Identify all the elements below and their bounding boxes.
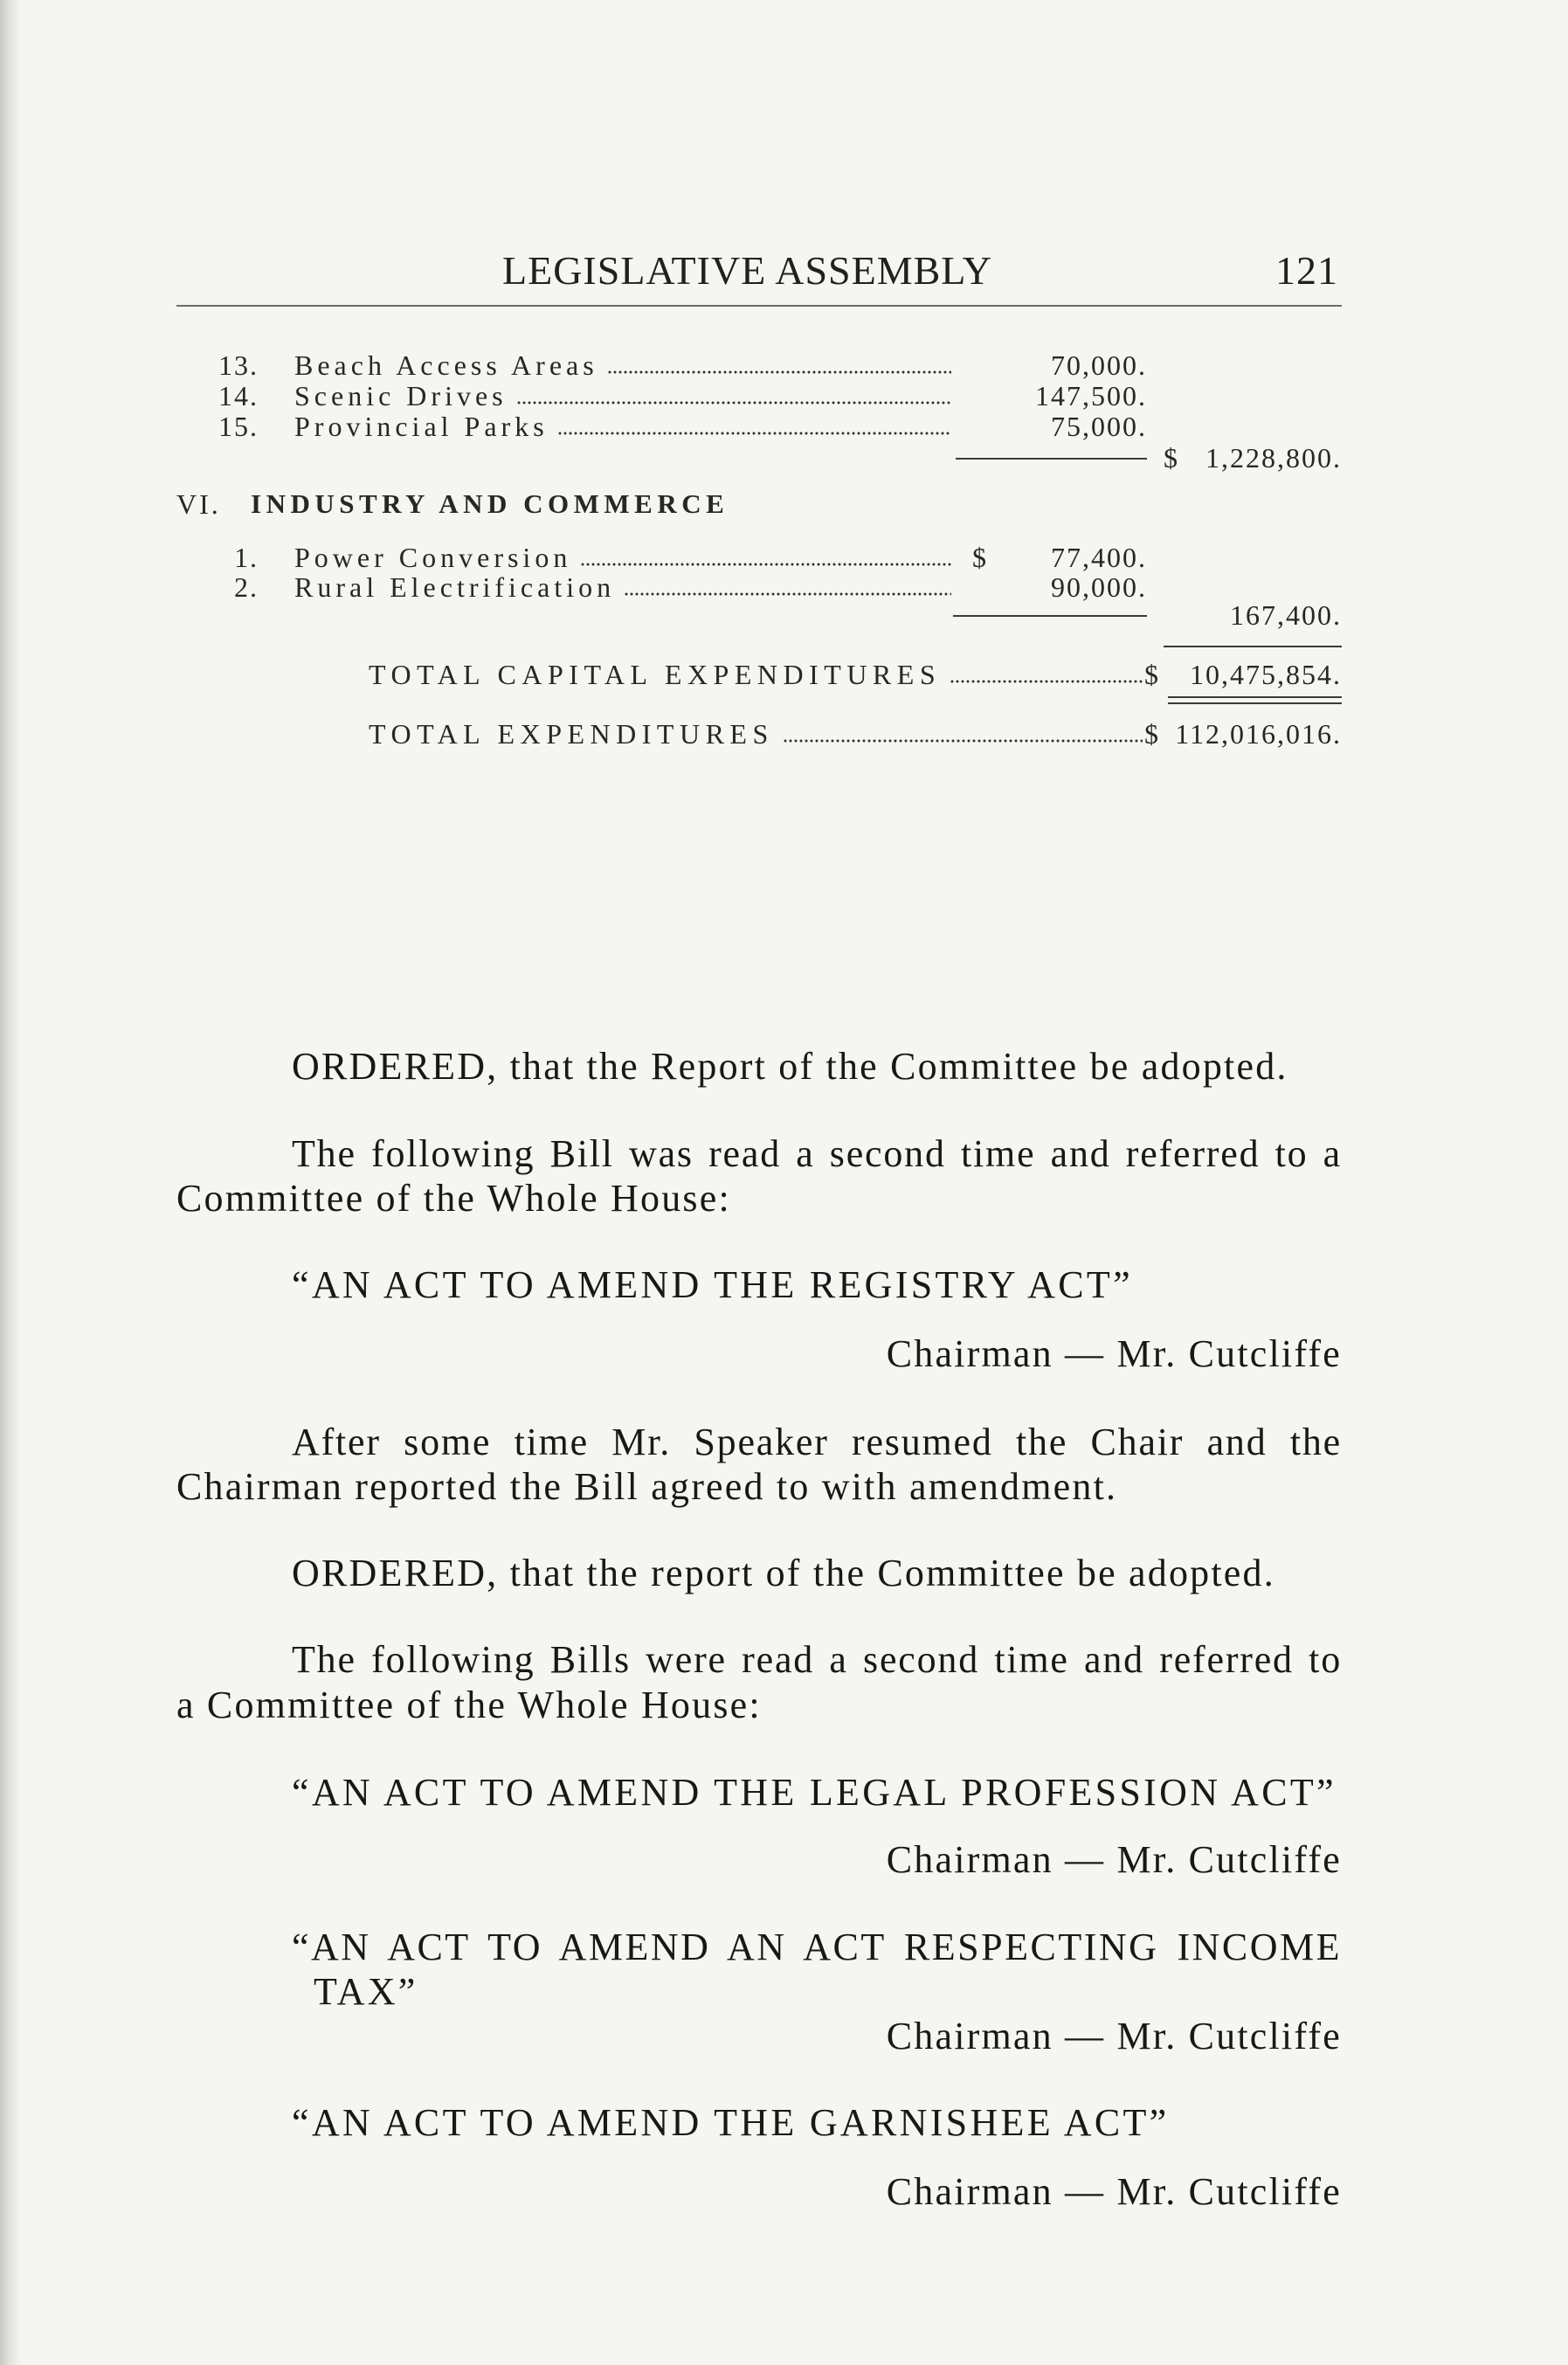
- section-subtotal-row: [0, 601, 1568, 629]
- bill-title: “AN ACT TO AMEND THE REGISTRY ACT”: [292, 1263, 1133, 1306]
- page-number: 121: [1275, 248, 1338, 293]
- dot-leader: [624, 591, 951, 597]
- paragraph-line: After some time Mr. Speaker resumed the Chair and the: [292, 1421, 1342, 1463]
- chairman-line: Chairman — Mr. Cutcliffe: [886, 2015, 1342, 2057]
- total-row: [0, 720, 1568, 748]
- section-subtotal-amount: 1,228,800.: [1205, 442, 1342, 474]
- item-amount: 90,000.: [1051, 571, 1147, 603]
- chairman-line: Chairman — Mr. Cutcliffe: [886, 1838, 1342, 1881]
- bill-title-continuation: TAX”: [314, 1970, 418, 2013]
- item-number: 14.: [218, 380, 259, 411]
- paragraph-line: The following Bill was read a second time and referred to a: [292, 1132, 1342, 1175]
- total-amount: 10,475,854.: [1190, 659, 1342, 690]
- paragraph-line: The following Bills were read a second time and referred to: [292, 1638, 1342, 1681]
- item-label-with-leader: [294, 382, 951, 410]
- section-subtotal-row: [0, 444, 1568, 472]
- item-number: 15.: [218, 411, 259, 442]
- paragraph-line: Committee of the Whole House:: [176, 1177, 731, 1220]
- table-row: [0, 543, 1568, 571]
- item-number: 2.: [234, 571, 259, 603]
- paragraph-line: a Committee of the Whole House:: [176, 1684, 762, 1726]
- currency-sign: $: [972, 542, 986, 573]
- section-heading: [0, 490, 1568, 518]
- currency-sign: $: [1164, 442, 1178, 474]
- item-label: Provincial Parks: [294, 411, 549, 442]
- bill-title: “AN ACT TO AMEND THE GARNISHEE ACT”: [292, 2101, 1170, 2144]
- total-label: TOTAL EXPENDITURES: [369, 718, 774, 750]
- section-numeral: VI.: [176, 488, 221, 520]
- chairman-line: Chairman — Mr. Cutcliffe: [886, 2170, 1342, 2213]
- dot-leader: [580, 562, 951, 567]
- item-label-with-leader: [294, 412, 951, 440]
- table-row: [0, 351, 1568, 379]
- header-rule: [176, 305, 1342, 307]
- item-label: Rural Electrification: [294, 571, 616, 603]
- dot-leader: [950, 679, 1143, 684]
- order-paragraph: ORDERED, that the Report of the Committee be adopted.: [292, 1045, 1288, 1088]
- item-label: Scenic Drives: [294, 380, 508, 411]
- total-label-with-leader: [369, 720, 1143, 748]
- bill-title: “AN ACT TO AMEND THE LEGAL PROFESSION ACT”: [292, 1771, 1337, 1814]
- item-label-with-leader: [294, 543, 951, 571]
- currency-sign: $: [1144, 718, 1158, 750]
- item-number: 13.: [218, 349, 259, 381]
- dot-leader: [516, 400, 951, 405]
- item-label-with-leader: [294, 573, 951, 601]
- section-title: INDUSTRY AND COMMERCE: [251, 488, 729, 519]
- table-row: [0, 573, 1568, 601]
- order-paragraph: ORDERED, that the report of the Committee be adopted.: [292, 1552, 1275, 1594]
- item-amount: 75,000.: [1051, 411, 1147, 442]
- total-sum-rule: [1164, 646, 1342, 647]
- table-row: [0, 382, 1568, 410]
- section-subtotal-amount: 167,400.: [1230, 599, 1342, 631]
- item-amount: 147,500.: [1035, 380, 1147, 411]
- total-label-with-leader: [369, 660, 1143, 688]
- total-row: [0, 660, 1568, 688]
- dot-leader: [783, 738, 1143, 743]
- running-header-title: LEGISLATIVE ASSEMBLY: [502, 248, 993, 293]
- item-label: Beach Access Areas: [294, 349, 598, 381]
- table-row: [0, 412, 1568, 440]
- dot-leader: [607, 370, 951, 375]
- item-amount: 70,000.: [1051, 349, 1147, 381]
- total-amount: 112,016,016.: [1175, 718, 1342, 750]
- currency-sign: $: [1144, 659, 1158, 690]
- chairman-line: Chairman — Mr. Cutcliffe: [886, 1332, 1342, 1375]
- double-rule-bottom: [1168, 702, 1342, 704]
- paragraph-line: Chairman reported the Bill agreed to with amendment.: [176, 1465, 1118, 1508]
- item-label-with-leader: [294, 351, 951, 379]
- total-label: TOTAL CAPITAL EXPENDITURES: [369, 659, 942, 690]
- bill-title: “AN ACT TO AMEND AN ACT RESPECTING INCOME: [292, 1926, 1342, 1968]
- dot-leader: [557, 431, 951, 436]
- item-number: 1.: [234, 542, 259, 573]
- double-rule-top: [1168, 696, 1342, 698]
- item-label: Power Conversion: [294, 542, 572, 573]
- item-amount: 77,400.: [1051, 542, 1147, 573]
